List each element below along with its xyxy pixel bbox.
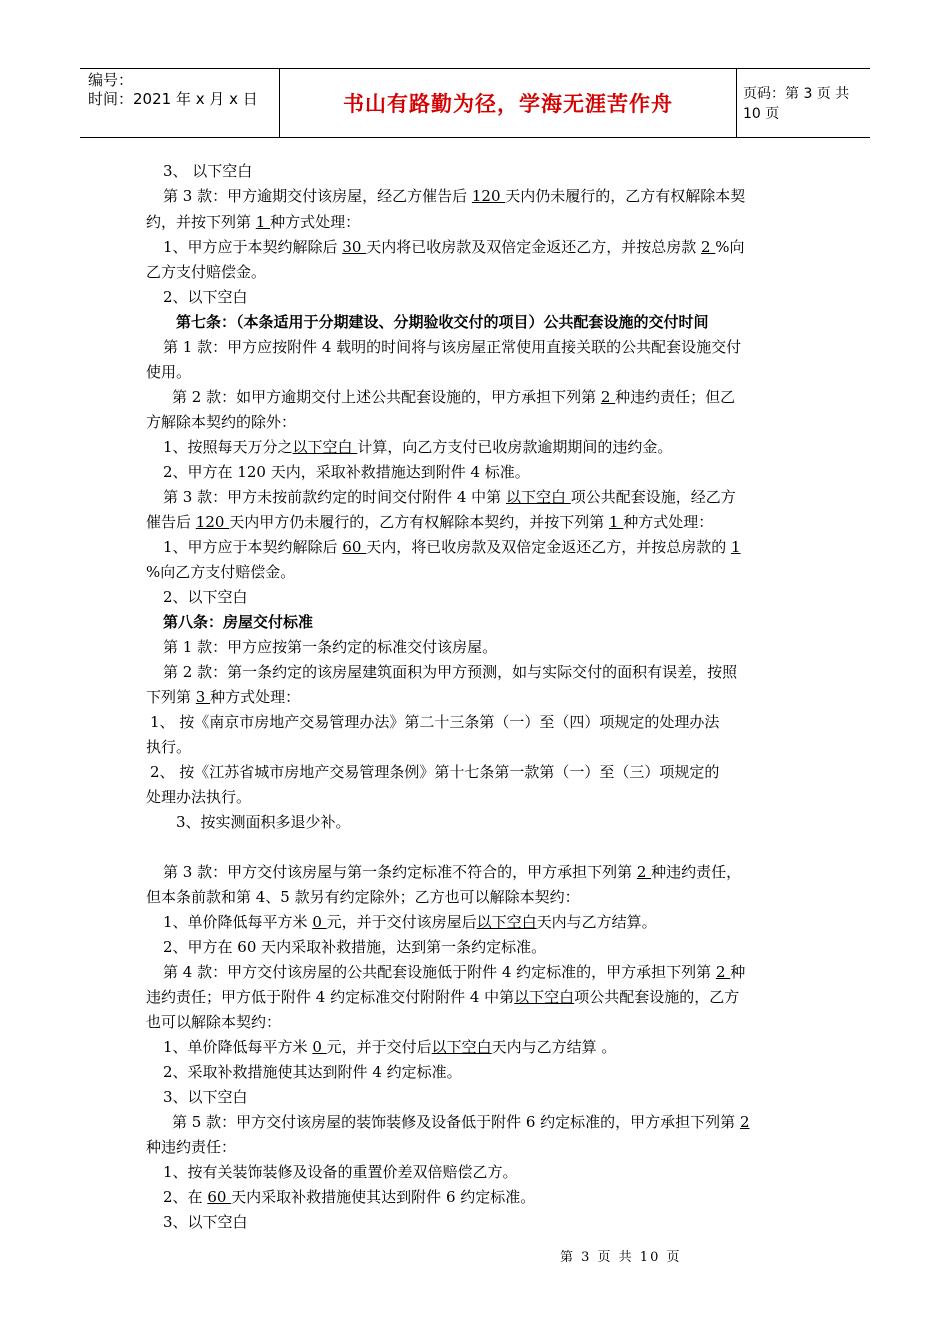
text-run: 天内将已收房款及双倍定金返还乙方，并按总房款	[366, 238, 701, 256]
text-run: 1、甲方应于本契约解除后	[163, 238, 343, 256]
text-run: 催告后	[146, 513, 196, 531]
text-line	[163, 237, 745, 257]
text-run: 种	[730, 963, 746, 981]
text-run: 1、甲方应于本契约解除后	[163, 538, 343, 556]
text-line	[146, 987, 739, 1007]
text-run: 2、 按《江苏省城市房地产交易管理条例》第十七条第一款第（一）至（三）项规定的	[150, 763, 720, 781]
text-run: 乙方支付赔偿金。	[146, 263, 267, 281]
text-line	[146, 687, 300, 707]
filled-blank: 120	[471, 187, 506, 205]
text-line	[146, 512, 713, 532]
text-line	[146, 737, 191, 757]
text-run: 第 2 款：如甲方逾期交付上述公共配套设施的，甲方承担下列第	[172, 388, 601, 406]
text-line	[176, 812, 351, 832]
text-run: 种方式处理：	[210, 688, 301, 706]
text-run: 2、甲方在 60 天内采取补救措施，达到第一条约定标准。	[163, 938, 547, 956]
text-line	[163, 862, 741, 882]
text-line	[163, 1212, 248, 1232]
text-line	[146, 212, 360, 232]
text-run: 种方式处理：	[270, 213, 361, 231]
text-line	[163, 287, 248, 307]
text-run: 项公共配套设施，经乙方	[570, 488, 736, 506]
text-line	[163, 612, 313, 632]
text-run: 第八条：房屋交付标准	[163, 613, 314, 631]
text-line	[163, 462, 530, 482]
text-line	[172, 387, 735, 407]
filled-blank: 1	[730, 538, 741, 556]
text-run: 天内，将已收房款及双倍定金返还乙方，并按总房款的	[366, 538, 731, 556]
filled-blank: 0	[312, 913, 327, 931]
text-line	[163, 912, 657, 932]
filled-blank: 以下空白	[505, 488, 571, 506]
text-line	[163, 1062, 462, 1082]
text-run: 3、按实测面积多退少补。	[176, 813, 351, 831]
header-code-label: 编号：	[88, 71, 134, 89]
filled-blank: 0	[312, 1038, 327, 1056]
text-line	[146, 1137, 236, 1157]
text-run: %向	[715, 238, 745, 256]
text-run: 天内甲方仍未履行的，乙方有权解除本契约，并按下列第	[229, 513, 609, 531]
text-run: 3、以下空白	[163, 1088, 248, 1106]
text-run: 2、以下空白	[163, 288, 248, 306]
header-motto-cell	[280, 69, 737, 137]
text-run: 处理办法执行。	[146, 788, 252, 806]
filled-blank: 120	[195, 513, 230, 531]
filled-blank: 以下空白	[476, 913, 537, 931]
page-footer: 第 3 页 共 10 页	[560, 1250, 682, 1265]
text-line	[163, 587, 248, 607]
filled-blank: 2	[739, 1113, 750, 1131]
text-run: 第 2 款：第一条约定的该房屋建筑面积为甲方预测，如与实际交付的面积有误差，按照	[163, 663, 738, 681]
text-run: 第 4 款：甲方交付该房屋的公共配套设施低于附件 4 约定标准的，甲方承担下列第	[163, 963, 716, 981]
text-run: 但本条前款和第 4、5 款另有约定除外；乙方也可以解除本契约：	[146, 888, 580, 906]
text-line	[163, 662, 737, 682]
filled-blank: 60	[207, 1188, 232, 1206]
header-page-label: 页码：第 3 页 共 10 页	[743, 86, 850, 122]
text-run: 约，并按下列第	[146, 213, 256, 231]
text-run: 违约责任；甲方低于附件 4 约定标准交付附附件 4 中第	[146, 988, 515, 1006]
text-line	[146, 787, 251, 807]
filled-blank: 2	[600, 388, 616, 406]
filled-blank: 以下空白	[292, 438, 358, 456]
text-line	[163, 437, 672, 457]
text-line	[163, 186, 745, 206]
text-run: 方解除本契约的除外：	[146, 413, 297, 431]
text-run: 元，并于交付该房屋后	[326, 913, 477, 931]
filled-blank: 以下空白	[431, 1038, 492, 1056]
header-page-cell	[737, 69, 870, 137]
text-run: 天内仍未履行的，乙方有权解除本契	[505, 187, 746, 205]
text-run: 种违约责任：	[146, 1138, 237, 1156]
filled-blank: 2	[636, 863, 652, 881]
filled-blank: 以下空白	[514, 988, 575, 1006]
text-line	[146, 562, 295, 582]
filled-blank: 2	[700, 238, 716, 256]
text-line	[163, 637, 497, 657]
text-run: 也可以解除本契约：	[146, 1013, 282, 1031]
text-run: 1、单价降低每平方米	[163, 1038, 313, 1056]
text-run: 种违约责任，	[651, 863, 742, 881]
page-header	[80, 68, 870, 138]
header-motto: 书山有路勤为径，学海无涯苦作舟	[343, 92, 673, 116]
text-line	[146, 1012, 281, 1032]
text-run: 1、 按《南京市房地产交易管理办法》第二十三条第（一）至（四）项规定的处理办法	[150, 713, 720, 731]
text-run: 天内与乙方结算。	[536, 913, 657, 931]
text-line	[172, 1112, 749, 1132]
text-run: 1、按有关装饰装修及设备的重置价差双倍赔偿乙方。	[163, 1163, 518, 1181]
text-run: 下列第	[146, 688, 196, 706]
text-run: 2、在	[163, 1188, 208, 1206]
header-info-cell	[80, 69, 280, 137]
text-run: 3、以下空白	[163, 1213, 248, 1231]
text-run: 第 1 款：甲方应按附件 4 载明的时间将与该房屋正常使用直接关联的公共配套设施交付	[163, 338, 742, 356]
text-run: 计算，向乙方支付已收房款逾期期间的违约金。	[357, 438, 673, 456]
text-run: 第 3 款：甲方未按前款约定的时间交付附件 4 中第	[163, 488, 506, 506]
text-line	[150, 712, 719, 732]
text-run: 1、按照每天万分之	[163, 438, 293, 456]
text-run: 使用。	[146, 363, 192, 381]
text-run: 第 3 款：甲方交付该房屋与第一条约定标准不符合的，甲方承担下列第	[163, 863, 637, 881]
filled-blank: 60	[342, 538, 367, 556]
text-run: 2、采取补救措施使其达到附件 4 约定标准。	[163, 1063, 462, 1081]
filled-blank: 1	[608, 513, 624, 531]
text-run: 天内与乙方结算 。	[491, 1038, 617, 1056]
text-run: 第 5 款：甲方交付该房屋的装饰装修及设备低于附件 6 约定标准的，甲方承担下列第	[172, 1113, 740, 1131]
filled-blank: 30	[342, 238, 367, 256]
text-run: 2、以下空白	[163, 588, 248, 606]
text-line	[163, 1162, 518, 1182]
text-line	[176, 312, 709, 332]
text-run: 种方式处理：	[623, 513, 714, 531]
text-run: %向乙方支付赔偿金。	[146, 563, 296, 581]
filled-blank: 1	[255, 213, 271, 231]
text-run: 第 1 款：甲方应按第一条约定的标准交付该房屋。	[163, 638, 498, 656]
text-line	[146, 362, 191, 382]
text-run: 天内采取补救措施使其达到附件 6 约定标准。	[231, 1188, 536, 1206]
text-run: 种违约责任；但乙	[615, 388, 736, 406]
text-line	[146, 262, 266, 282]
text-line	[163, 937, 546, 957]
text-line	[146, 887, 580, 907]
header-time-label: 时间：2021 年 x 月 x 日	[88, 90, 258, 108]
text-line	[163, 1087, 248, 1107]
filled-blank: 3	[195, 688, 211, 706]
filled-blank: 2	[715, 963, 731, 981]
text-run: 执行。	[146, 738, 192, 756]
text-line	[163, 487, 736, 507]
text-line	[146, 412, 296, 432]
text-run: 项公共配套设施的，乙方	[574, 988, 740, 1006]
text-run: 第 3 款：甲方逾期交付该房屋，经乙方催告后	[163, 187, 472, 205]
text-run: 元，并于交付后	[326, 1038, 432, 1056]
text-line	[163, 1187, 535, 1207]
text-line	[163, 1037, 616, 1057]
text-line	[163, 161, 252, 181]
text-line	[163, 537, 741, 557]
text-line	[150, 762, 719, 782]
text-line	[163, 337, 741, 357]
text-run: 第七条：（本条适用于分期建设、分期验收交付的项目）公共配套设施的交付时间	[176, 313, 709, 331]
text-run: 3、 以下空白	[163, 162, 253, 180]
text-run: 2、甲方在 120 天内，采取补救措施达到附件 4 标准。	[163, 463, 530, 481]
text-run: 1、单价降低每平方米	[163, 913, 313, 931]
text-line	[163, 962, 745, 982]
